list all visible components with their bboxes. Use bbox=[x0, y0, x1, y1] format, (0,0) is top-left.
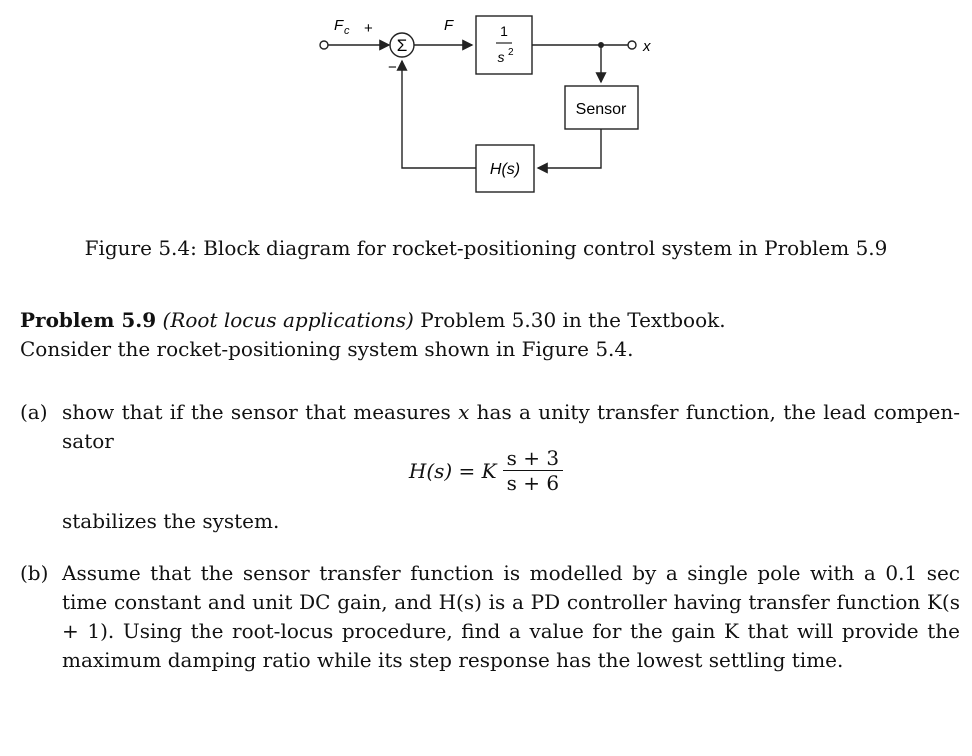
plant-numerator: 1 bbox=[500, 23, 508, 39]
part-a-text-before: show that if the sensor that measures bbox=[62, 400, 459, 424]
sensor-label: Sensor bbox=[575, 101, 627, 118]
part-a-text-after: has a unity transfer function, the lead compen-sator bbox=[62, 400, 960, 453]
problem-intro: Consider the rocket-positioning system shown in Figure 5.4. bbox=[20, 337, 634, 361]
input-terminal bbox=[320, 41, 328, 49]
part-b-text: Assume that the sensor transfer function is modelled by a single pole with a 0.1 sec time constant and unit DC gain, and H(s) is a PD controller having transfer function K(s + 1). Using the root-locus procedure, find a value for the gain K that will provide the maximum damping ratio while its step response has the lowest settling time. bbox=[62, 561, 960, 672]
equation-lhs: H(s) = K bbox=[408, 458, 497, 483]
output-label: x bbox=[643, 38, 651, 55]
input-label: F bbox=[334, 17, 344, 34]
problem-title-line bbox=[20, 306, 950, 335]
plus-sign: + bbox=[364, 20, 373, 37]
problem-title: Problem 5.9 bbox=[20, 308, 157, 332]
output-terminal bbox=[628, 41, 636, 49]
figure-caption: Figure 5.4: Block diagram for rocket-positioning control system in Problem 5.9 bbox=[84, 236, 888, 260]
problem-ref: Problem 5.30 in the Textbook. bbox=[413, 308, 726, 332]
equation-numerator: s + 3 bbox=[503, 446, 563, 471]
part-b bbox=[20, 559, 960, 675]
compensator-label: H(s) bbox=[489, 161, 521, 178]
problem-header bbox=[20, 306, 950, 364]
part-a-tail: stabilizes the system. bbox=[62, 509, 280, 533]
plant-denominator: s bbox=[497, 49, 505, 65]
part-a-label: (a) bbox=[20, 400, 48, 424]
plant-denominator-exponent: 2 bbox=[508, 47, 514, 58]
minus-sign: − bbox=[388, 59, 397, 76]
equation-denominator: s + 6 bbox=[506, 471, 560, 495]
part-a-variable: x bbox=[458, 400, 470, 424]
feedback-arrow-to-compensator bbox=[538, 129, 601, 168]
feedback-arrow-to-sum bbox=[402, 61, 476, 168]
lead-compensator-equation bbox=[0, 446, 972, 495]
equation-fraction bbox=[503, 446, 563, 495]
force-label: F bbox=[444, 17, 454, 34]
input-subscript: c bbox=[344, 25, 350, 37]
block-diagram bbox=[310, 0, 676, 205]
part-b-label: (b) bbox=[20, 561, 49, 585]
problem-topic: (Root locus applications) bbox=[162, 308, 414, 332]
block-diagram-svg bbox=[310, 0, 676, 205]
sum-symbol: Σ bbox=[396, 36, 408, 55]
